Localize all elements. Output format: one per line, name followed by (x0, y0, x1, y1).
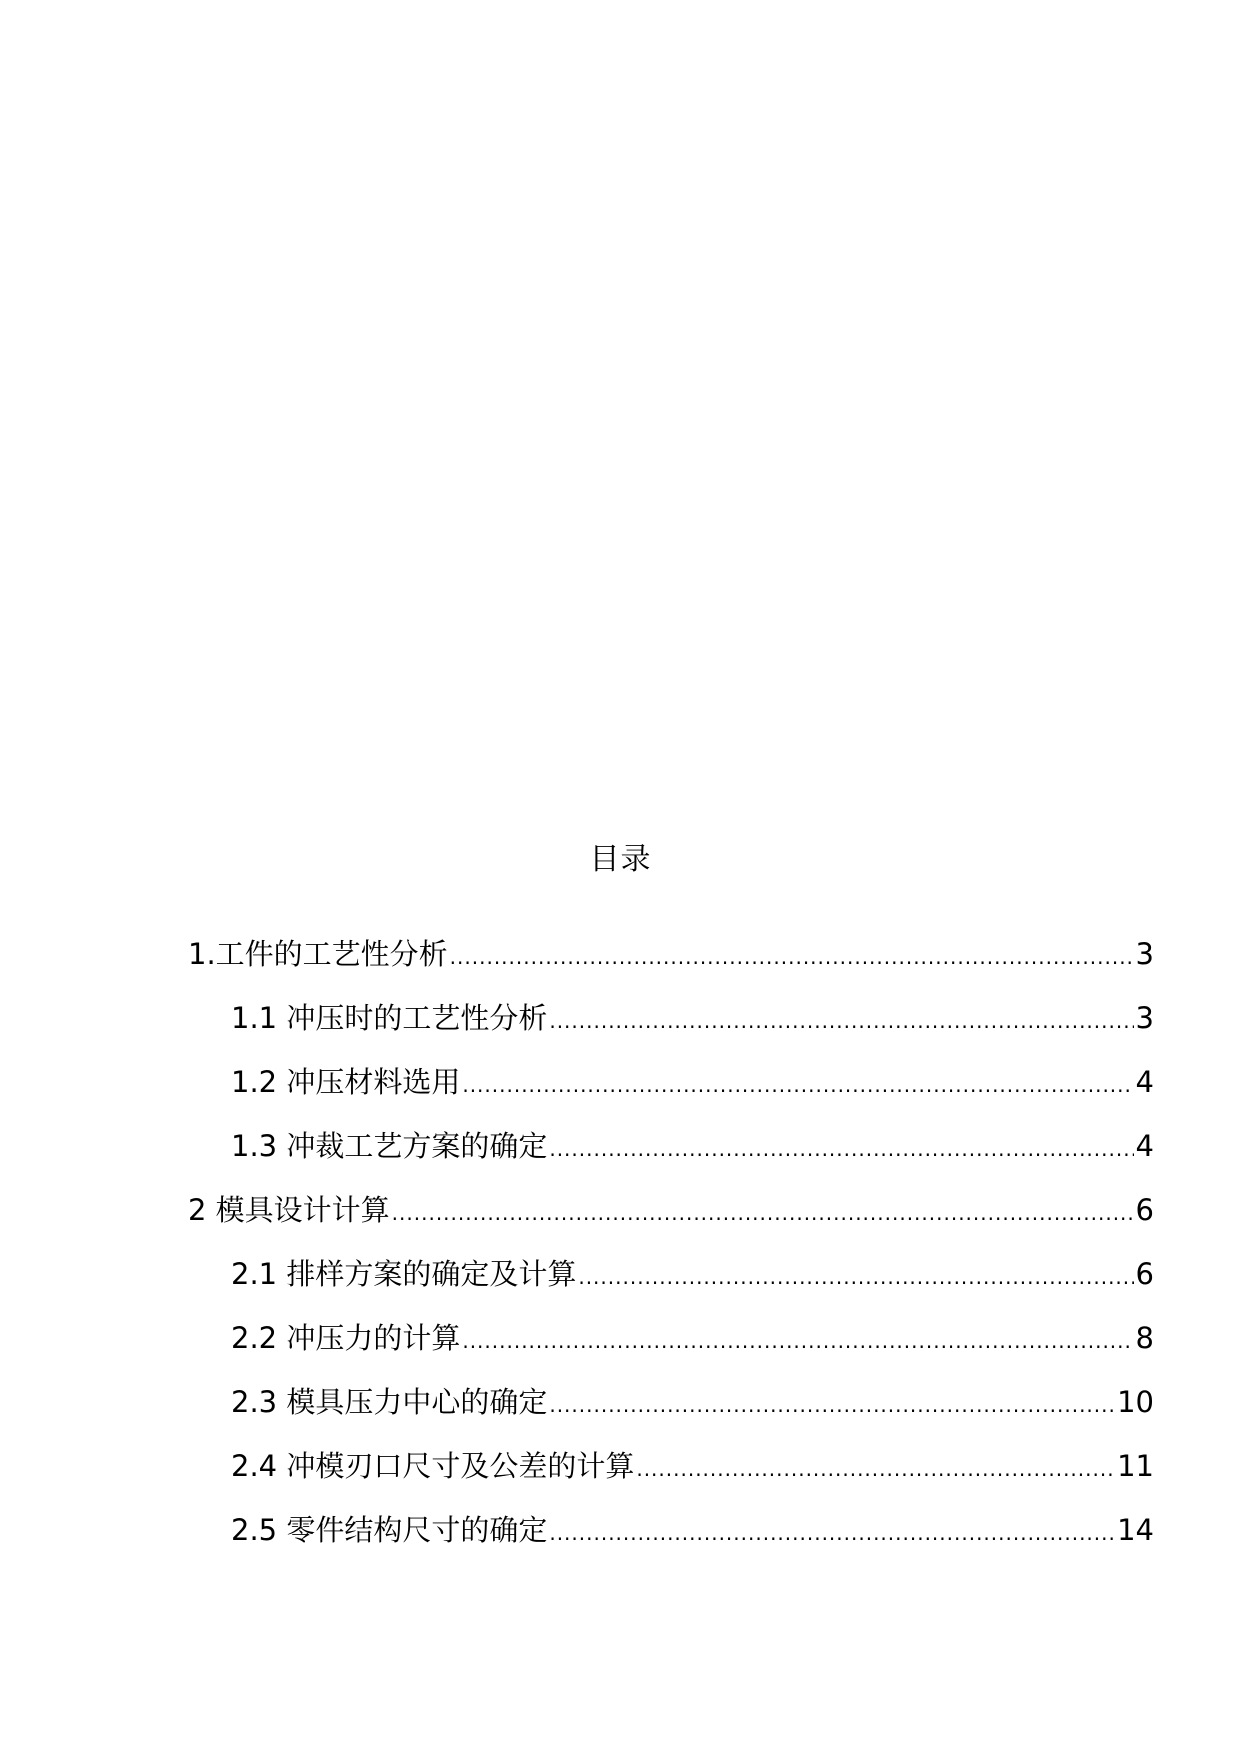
toc-dot-leader (636, 1445, 1115, 1493)
toc-entry[interactable] (231, 1058, 1154, 1106)
toc-entry[interactable] (188, 1186, 1154, 1234)
toc-entry-label: 1.3 冲裁工艺方案的确定 (231, 1129, 548, 1163)
toc-dot-leader (549, 1381, 1115, 1429)
toc-entry[interactable] (188, 930, 1154, 978)
toc-entry-label: 2.3 模具压力中心的确定 (231, 1385, 548, 1419)
toc-entry[interactable] (231, 1314, 1154, 1362)
toc-entry[interactable] (231, 1378, 1154, 1426)
toc-title: 目录 (589, 842, 652, 877)
toc-dot-leader (392, 1189, 1134, 1237)
toc-entry-page: 4 (1135, 1129, 1154, 1163)
toc-dot-leader (549, 1509, 1115, 1557)
toc-dot-leader (578, 1253, 1133, 1301)
toc-entry-page: 8 (1135, 1321, 1154, 1355)
toc-entry-page: 4 (1135, 1065, 1154, 1099)
toc-entry-page: 3 (1135, 1001, 1154, 1035)
toc-entry-page: 3 (1135, 937, 1154, 971)
toc-entry-label: 2.5 零件结构尺寸的确定 (231, 1513, 548, 1547)
toc-entry-label: 2.4 冲模刃口尺寸及公差的计算 (231, 1449, 635, 1483)
toc-dot-leader (549, 997, 1133, 1045)
toc-entry-page: 6 (1135, 1257, 1154, 1291)
toc-entry-page: 6 (1135, 1193, 1154, 1227)
toc-entry-page: 11 (1117, 1449, 1154, 1483)
toc-entry-label: 2 模具设计计算 (188, 1193, 390, 1227)
toc-entry[interactable] (231, 1122, 1154, 1170)
toc-entry[interactable] (231, 1250, 1154, 1298)
toc-entry-label: 1.工件的工艺性分析 (188, 937, 448, 971)
toc-dot-leader (549, 1125, 1133, 1173)
toc-dot-leader (450, 933, 1134, 981)
toc-dot-leader (462, 1317, 1133, 1365)
toc-entry-page: 10 (1117, 1385, 1154, 1419)
toc-dot-leader (462, 1061, 1133, 1109)
toc-entry-label: 2.2 冲压力的计算 (231, 1321, 461, 1355)
toc-entry-page: 14 (1117, 1513, 1154, 1547)
toc-entry[interactable] (231, 994, 1154, 1042)
toc-entry-label: 1.1 冲压时的工艺性分析 (231, 1001, 548, 1035)
toc-entry-label: 1.2 冲压材料选用 (231, 1065, 461, 1099)
toc-entry[interactable] (231, 1442, 1154, 1490)
toc-entry[interactable] (231, 1506, 1154, 1554)
toc-entry-label: 2.1 排样方案的确定及计算 (231, 1257, 577, 1291)
